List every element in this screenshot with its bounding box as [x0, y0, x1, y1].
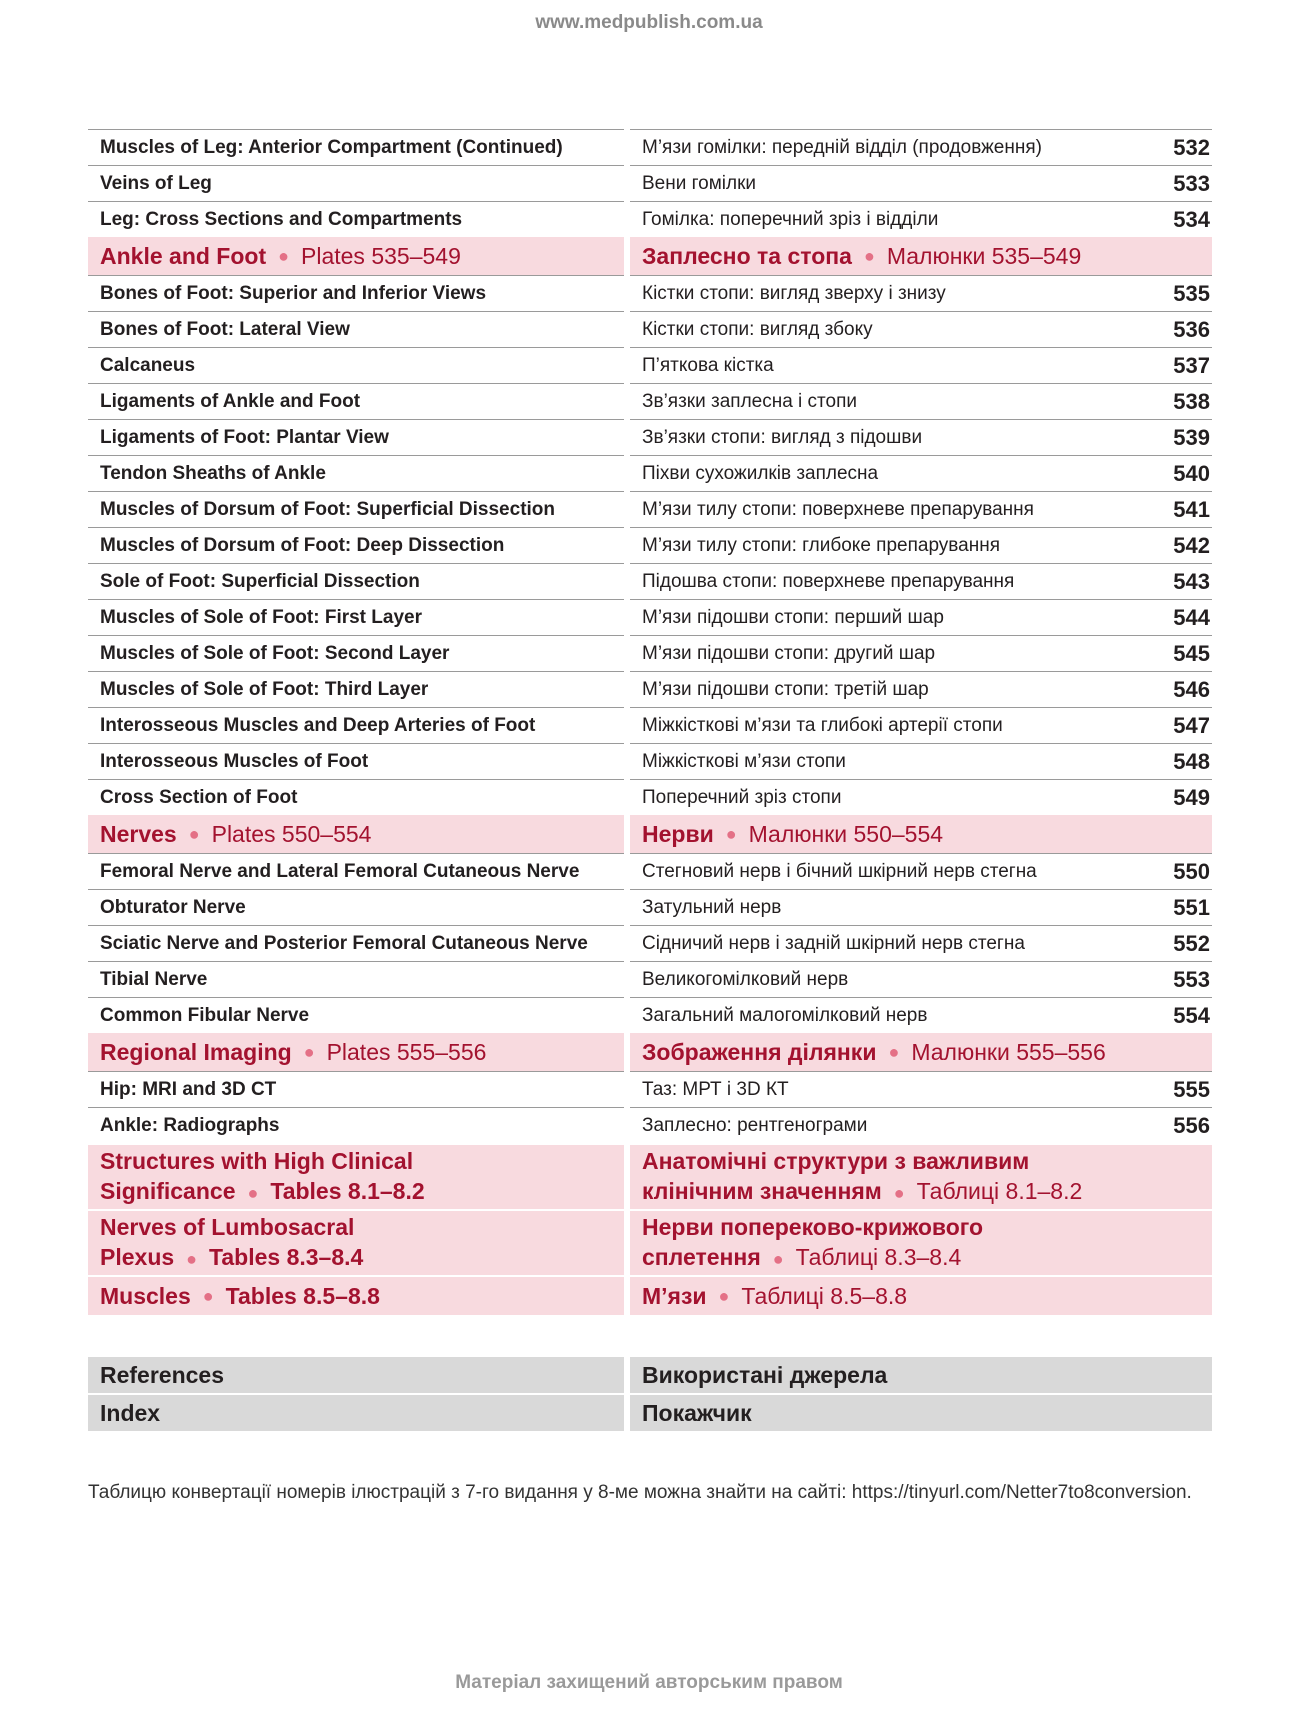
section-tables: Tables 8.3–8.4 — [209, 1244, 364, 1270]
page-number: 552 — [1173, 930, 1210, 956]
section-name: Нерви — [642, 820, 714, 847]
entry-title-uk — [630, 347, 1212, 383]
section-title-wrap — [100, 1212, 363, 1274]
entry-title-uk-text: Міжкісткові м’язи та глибокі артерії стопи — [642, 714, 1003, 736]
entry-title-uk — [630, 925, 1212, 961]
copyright-footer: Матеріал захищений авторським правом — [455, 1672, 843, 1693]
toc-row[interactable] — [88, 491, 1212, 527]
section-name: Заплесно та стопа — [642, 242, 852, 269]
page-number: 533 — [1173, 170, 1210, 196]
page-number: 539 — [1173, 424, 1210, 450]
section-name: Regional Imaging — [100, 1038, 292, 1065]
toc-row[interactable] — [88, 779, 1212, 815]
section-name-line2: Plexus — [100, 1244, 175, 1270]
section-title-uk — [630, 1277, 1212, 1315]
page-number: 546 — [1173, 676, 1210, 702]
entry-title-uk — [630, 129, 1212, 165]
entry-title-uk — [630, 383, 1212, 419]
back-matter — [88, 1357, 1212, 1433]
entry-title-uk-text: Вени гомілки — [642, 172, 756, 194]
page-number: 534 — [1173, 206, 1210, 232]
entry-title-uk — [630, 997, 1212, 1033]
page-number: 541 — [1173, 496, 1210, 522]
toc-row[interactable] — [88, 743, 1212, 779]
entry-title-en: Bones of Foot: Superior and Inferior Views — [88, 275, 624, 311]
entry-title-uk-text: Загальний малогомілковий нерв — [642, 1004, 928, 1026]
section-name-line1: Нерви попереково-крижового — [642, 1214, 984, 1240]
entry-group-ankle-foot — [88, 275, 1212, 815]
entry-title-uk-text: Сідничий нерв і задній шкірний нерв стегна — [642, 932, 1025, 954]
section-plates: Plates 550–554 — [211, 820, 372, 847]
toc-row[interactable] — [88, 165, 1212, 201]
entry-title-uk-text: М’язи тилу стопи: поверхневе препарування — [642, 498, 1034, 520]
section-title-uk — [630, 1033, 1212, 1071]
index-en: Index — [88, 1395, 624, 1431]
entry-title-en: Sole of Foot: Superficial Dissection — [88, 563, 624, 599]
toc-row[interactable] — [88, 129, 1212, 165]
table-of-contents — [88, 129, 1212, 1315]
page-number: 535 — [1173, 280, 1210, 306]
entry-title-uk — [630, 1107, 1212, 1143]
entry-title-en: Muscles of Dorsum of Foot: Deep Dissection — [88, 527, 624, 563]
page-number: 555 — [1173, 1076, 1210, 1102]
section-tables: Таблиці 8.1–8.2 — [916, 1178, 1083, 1204]
section-tables: Таблиці 8.3–8.4 — [795, 1244, 962, 1270]
page-number: 537 — [1173, 352, 1210, 378]
toc-row[interactable] — [88, 1107, 1212, 1143]
entry-title-uk-text: М’язи підошви стопи: третій шар — [642, 678, 929, 700]
entry-title-en: Leg: Cross Sections and Compartments — [88, 201, 624, 237]
section-title-en — [88, 1277, 624, 1315]
section-header-nerves[interactable] — [88, 815, 1212, 853]
entry-group-leg — [88, 129, 1212, 237]
section-name-line2: клінічним значенням — [642, 1178, 882, 1204]
bullet-icon: ● — [186, 1249, 198, 1269]
toc-row[interactable] — [88, 707, 1212, 743]
entry-title-en: Tendon Sheaths of Ankle — [88, 455, 624, 491]
bullet-icon: ● — [202, 1286, 214, 1306]
toc-row[interactable] — [88, 671, 1212, 707]
index-uk: Покажчик — [630, 1395, 1212, 1431]
page-number: 544 — [1173, 604, 1210, 630]
toc-row[interactable] — [88, 311, 1212, 347]
page-number: 540 — [1173, 460, 1210, 486]
section-title-wrap — [642, 1146, 1082, 1208]
entry-title-en: Obturator Nerve — [88, 889, 624, 925]
section-title-uk — [630, 1211, 1212, 1275]
section-title-en — [88, 237, 624, 275]
toc-row[interactable] — [88, 563, 1212, 599]
entry-title-en: Interosseous Muscles of Foot — [88, 743, 624, 779]
section-name-line1: Structures with High Clinical — [100, 1148, 414, 1174]
entry-group-nerves — [88, 853, 1212, 1033]
section-title-uk — [630, 237, 1212, 275]
section-title-en — [88, 1033, 624, 1071]
section-name: Nerves — [100, 820, 177, 847]
references-uk: Використані джерела — [630, 1357, 1212, 1393]
entry-title-uk-text: М’язи підошви стопи: перший шар — [642, 606, 944, 628]
entry-title-en: Muscles of Dorsum of Foot: Superficial Dissection — [88, 491, 624, 527]
section-plates: Малюнки 550–554 — [748, 820, 944, 847]
section-header-muscles[interactable] — [88, 1277, 1212, 1315]
entry-title-uk — [630, 743, 1212, 779]
section-plates: Малюнки 535–549 — [886, 242, 1082, 269]
entry-title-en: Common Fibular Nerve — [88, 997, 624, 1033]
entry-title-uk-text: Затульний нерв — [642, 896, 782, 918]
page-number: 547 — [1173, 712, 1210, 738]
page-number: 545 — [1173, 640, 1210, 666]
entry-title-en: Interosseous Muscles and Deep Arteries of Foot — [88, 707, 624, 743]
section-plates: Малюнки 555–556 — [911, 1038, 1106, 1065]
entry-title-uk-text: Гомілка: поперечний зріз і відділи — [642, 208, 939, 230]
entry-title-uk-text: Поперечний зріз стопи — [642, 786, 842, 808]
page-number: 536 — [1173, 316, 1210, 342]
entry-title-uk-text: Кістки стопи: вигляд збоку — [642, 318, 873, 340]
page-number: 553 — [1173, 966, 1210, 992]
entry-title-uk — [630, 1071, 1212, 1107]
toc-row[interactable] — [88, 201, 1212, 237]
section-name-line2: Significance — [100, 1178, 236, 1204]
entry-title-uk-text: М’язи гомілки: передній відділ (продовження) — [642, 136, 1042, 158]
section-tables: Таблиці 8.5–8.8 — [741, 1283, 908, 1309]
entry-title-en: Muscles of Sole of Foot: Third Layer — [88, 671, 624, 707]
entry-group-imaging — [88, 1071, 1212, 1143]
entry-title-uk-text: Великогомілковий нерв — [642, 968, 849, 990]
entry-title-en: Muscles of Sole of Foot: First Layer — [88, 599, 624, 635]
entry-title-uk-text: П’яткова кістка — [642, 354, 774, 376]
entry-title-en: Veins of Leg — [88, 165, 624, 201]
entry-title-uk — [630, 853, 1212, 889]
page-number: 549 — [1173, 784, 1210, 810]
entry-title-en: Ankle: Radiographs — [88, 1107, 624, 1143]
toc-row[interactable] — [88, 635, 1212, 671]
bullet-icon: ● — [278, 245, 289, 266]
entry-title-uk-text: Таз: МРТ і 3D КТ — [642, 1078, 789, 1100]
references-en: References — [88, 1357, 624, 1393]
toc-row[interactable] — [88, 889, 1212, 925]
section-name-line1: Анатомічні структури з важливим — [642, 1148, 1030, 1174]
section-tables: Tables 8.1–8.2 — [270, 1178, 425, 1204]
entry-title-en: Cross Section of Foot — [88, 779, 624, 815]
entry-title-uk — [630, 165, 1212, 201]
toc-row[interactable] — [88, 527, 1212, 563]
entry-title-en: Femoral Nerve and Lateral Femoral Cutaneous Nerve — [88, 853, 624, 889]
bullet-icon: ● — [718, 1286, 730, 1306]
entry-title-uk — [630, 889, 1212, 925]
toc-row[interactable] — [88, 347, 1212, 383]
index-row[interactable] — [88, 1395, 1212, 1431]
page-number: 548 — [1173, 748, 1210, 774]
entry-title-uk — [630, 455, 1212, 491]
section-title-en — [88, 1211, 624, 1275]
entry-title-uk — [630, 707, 1212, 743]
entry-title-uk — [630, 491, 1212, 527]
section-name: Ankle and Foot — [100, 242, 267, 269]
toc-row[interactable] — [88, 961, 1212, 997]
section-header-structures[interactable] — [88, 1145, 1212, 1209]
section-tables: Tables 8.5–8.8 — [225, 1283, 380, 1309]
entry-title-en: Calcaneus — [88, 347, 624, 383]
entry-title-uk — [630, 635, 1212, 671]
entry-title-uk-text: Міжкісткові м’язи стопи — [642, 750, 846, 772]
entry-title-uk — [630, 599, 1212, 635]
toc-row[interactable] — [88, 853, 1212, 889]
entry-title-uk — [630, 563, 1212, 599]
bullet-icon: ● — [725, 823, 737, 844]
site-url[interactable]: www.medpublish.com.ua — [535, 12, 763, 33]
bullet-icon: ● — [247, 1183, 259, 1203]
toc-row[interactable] — [88, 419, 1212, 455]
entry-title-uk — [630, 201, 1212, 237]
entry-title-uk-text: М’язи тилу стопи: глибоке препарування — [642, 534, 1001, 556]
bullet-icon: ● — [303, 1041, 315, 1062]
section-plates: Plates 555–556 — [326, 1038, 487, 1065]
section-name-line1: Nerves of Lumbosacral — [100, 1214, 355, 1240]
entry-title-en: Sciatic Nerve and Posterior Femoral Cutaneous Nerve — [88, 925, 624, 961]
entry-title-uk — [630, 779, 1212, 815]
entry-title-uk — [630, 671, 1212, 707]
entry-title-uk-text: Кістки стопи: вигляд зверху і знизу — [642, 282, 946, 304]
entry-title-uk-text: Стегновий нерв і бічний шкірний нерв стегна — [642, 860, 1037, 882]
bullet-icon: ● — [888, 1041, 900, 1062]
page-number: 554 — [1173, 1002, 1210, 1028]
bullet-icon: ● — [863, 245, 875, 266]
entry-title-uk-text: Зв’язки стопи: вигляд з підошви — [642, 426, 923, 448]
page-number: 543 — [1173, 568, 1210, 594]
toc-row[interactable] — [88, 275, 1212, 311]
references-row[interactable] — [88, 1357, 1212, 1393]
section-title-wrap — [642, 1212, 983, 1274]
section-title-wrap — [100, 1146, 425, 1208]
toc-row[interactable] — [88, 455, 1212, 491]
entry-title-en: Tibial Nerve — [88, 961, 624, 997]
bullet-icon: ● — [772, 1249, 784, 1269]
entry-title-uk — [630, 275, 1212, 311]
entry-title-uk-text: Піхви сухожилків заплесна — [642, 462, 879, 484]
section-title-en — [88, 1145, 624, 1209]
entry-title-uk — [630, 961, 1212, 997]
page-number: 550 — [1173, 858, 1210, 884]
toc-row[interactable] — [88, 383, 1212, 419]
toc-row[interactable] — [88, 599, 1212, 635]
toc-row[interactable] — [88, 925, 1212, 961]
conversion-note: Таблицю конвертації номерів ілюстрацій з 7-го видання у 8-ме можна знайти на сайті: https://tinyurl.com/Netter7to8conversion. — [88, 1482, 1192, 1503]
page-number: 538 — [1173, 388, 1210, 414]
entry-title-uk-text: Зв’язки заплесна і стопи — [642, 390, 858, 412]
toc-row[interactable] — [88, 1071, 1212, 1107]
section-title-uk — [630, 815, 1212, 853]
section-header-ankle-foot[interactable] — [88, 237, 1212, 275]
entry-title-uk-text: М’язи підошви стопи: другий шар — [642, 642, 936, 664]
entry-title-en: Muscles of Leg: Anterior Compartment (Continued) — [88, 129, 624, 165]
section-name: М’язи — [642, 1283, 707, 1309]
entry-title-en: Ligaments of Ankle and Foot — [88, 383, 624, 419]
entry-title-uk-text: Підошва стопи: поверхневе препарування — [642, 570, 1015, 592]
toc-row[interactable] — [88, 997, 1212, 1033]
section-name: Зображення ділянки — [642, 1038, 877, 1065]
entry-title-uk — [630, 419, 1212, 455]
section-plates: Plates 535–549 — [301, 242, 461, 269]
entry-title-en: Hip: MRI and 3D CT — [88, 1071, 624, 1107]
section-title-en — [88, 815, 624, 853]
section-name-line2: сплетення — [642, 1244, 761, 1270]
section-header-lumbosacral-plexus[interactable] — [88, 1211, 1212, 1275]
bullet-icon: ● — [188, 823, 200, 844]
section-name: Muscles — [100, 1283, 191, 1309]
entry-title-uk — [630, 527, 1212, 563]
section-header-regional-imaging[interactable] — [88, 1033, 1212, 1071]
bullet-icon: ● — [893, 1183, 905, 1203]
entry-title-en: Bones of Foot: Lateral View — [88, 311, 624, 347]
page-number: 556 — [1173, 1112, 1210, 1138]
entry-title-en: Muscles of Sole of Foot: Second Layer — [88, 635, 624, 671]
page-number: 532 — [1173, 134, 1210, 160]
page-number: 551 — [1173, 894, 1210, 920]
entry-title-uk-text: Заплесно: рентгенограми — [642, 1114, 868, 1136]
page-number: 542 — [1173, 532, 1210, 558]
entry-title-uk — [630, 311, 1212, 347]
section-title-uk — [630, 1145, 1212, 1209]
entry-title-en: Ligaments of Foot: Plantar View — [88, 419, 624, 455]
